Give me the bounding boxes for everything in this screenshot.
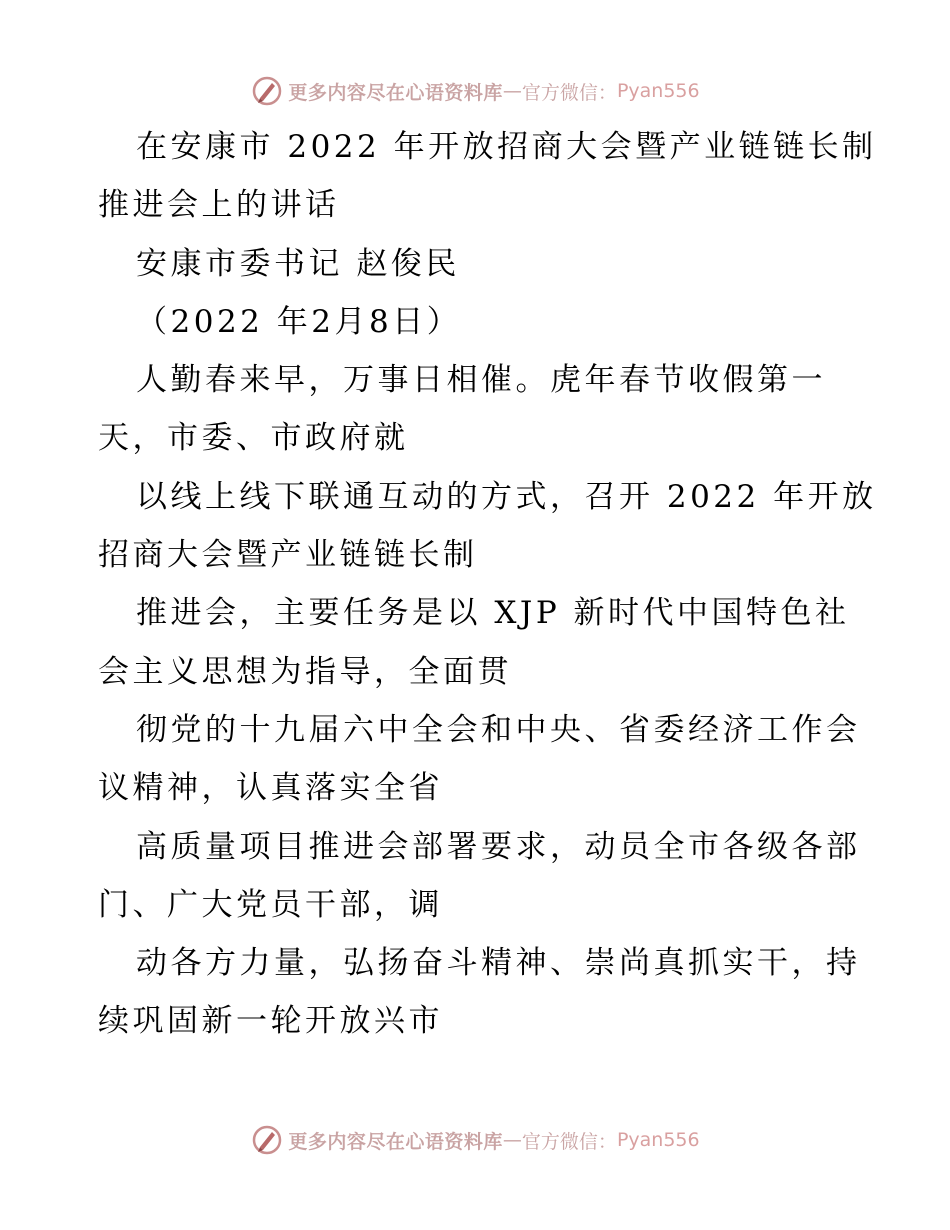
watermark-text: 更多内容尽在心语资料库 xyxy=(288,81,503,104)
text-line: 推进会上的讲话 xyxy=(98,187,340,224)
text-line: 议精神，认真落实全省 xyxy=(98,770,443,807)
text-line: 天，市委、市政府就 xyxy=(98,420,409,457)
text-line: 招商大会暨产业链链长制 xyxy=(98,537,478,574)
footer-watermark xyxy=(0,1120,950,1160)
watermark-separator: — xyxy=(502,80,522,102)
text-line: 在安康市 2022 年开放招商大会暨产业链链长制 xyxy=(136,129,877,165)
text-line: 以线上线下联通互动的方式，召开 2022 年开放 xyxy=(136,478,877,515)
watermark-wechat-id: Pyan556 xyxy=(616,1129,700,1151)
text-line: 会主义思想为指导，全面贯 xyxy=(98,653,512,690)
document-body xyxy=(98,118,877,1051)
text-line: （2022 年2月8日） xyxy=(136,303,462,340)
watermark-text: 更多内容尽在心语资料库 xyxy=(288,1130,503,1153)
text-line: 人勤春来早，万事日相催。虎年春节收假第一 xyxy=(136,362,826,399)
pen-logo-icon xyxy=(250,74,284,108)
text-line: 彻党的十九届六中全会和中央、省委经济工作会 xyxy=(136,711,861,748)
text-line: 续巩固新一轮开放兴市 xyxy=(98,1003,443,1040)
watermark-wechat-id: Pyan556 xyxy=(616,80,700,102)
text-line: 门、广大党员干部，调 xyxy=(98,886,443,923)
header-watermark xyxy=(0,71,950,111)
watermark-wechat-label: 官方微信： xyxy=(521,81,617,104)
watermark-separator: — xyxy=(502,1129,522,1151)
pen-logo-icon xyxy=(250,1123,284,1157)
text-line: 推进会，主要任务是以 XJP 新时代中国特色社 xyxy=(136,595,850,632)
watermark-wechat-label: 官方微信： xyxy=(521,1130,617,1153)
text-line: 安康市委书记 赵俊民 xyxy=(136,245,460,282)
text-line: 动各方力量，弘扬奋斗精神、崇尚真抓实干，持 xyxy=(136,945,861,982)
text-line: 高质量项目推进会部署要求，动员全市各级各部 xyxy=(136,828,861,865)
